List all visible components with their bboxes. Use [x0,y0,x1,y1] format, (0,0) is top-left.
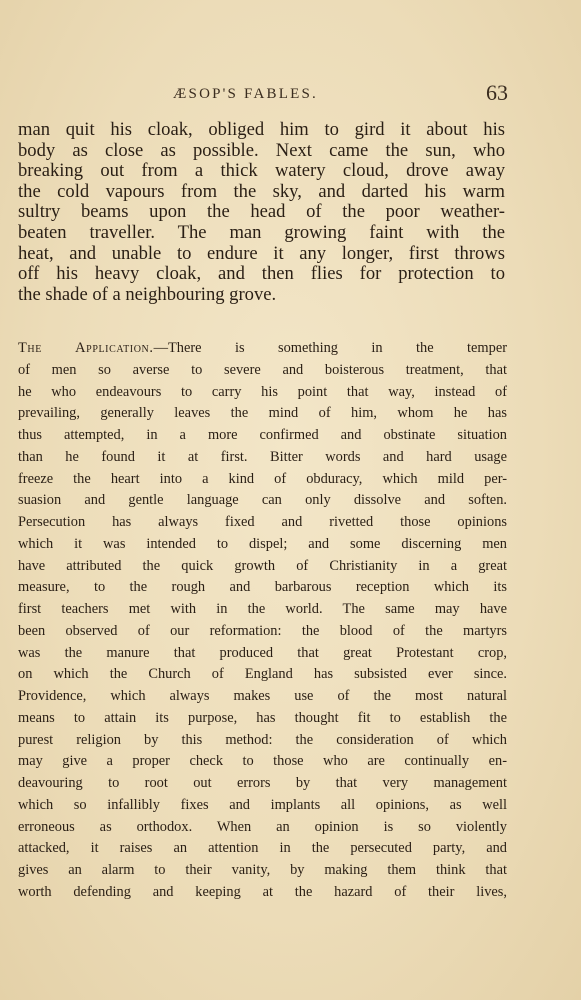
text-line: attacked, it raises an attention in the persecuted party, and [18,840,507,857]
text-line: was the manure that produced that great Protestant crop, [18,644,507,661]
text-line: the shade of a neighbouring grove. [18,284,277,305]
application-first-line [18,338,507,360]
text-line: measure, to the rough and barbarous reception which its [18,579,507,596]
application-paragraph [18,338,507,904]
text-line: off his heavy cloak, and then flies for protection to [18,264,505,285]
text-line: have attributed the quick growth of Christianity in a great [18,557,507,574]
text-line: suasion and gentle language can only dissolve and soften. [18,492,507,509]
page-header [18,80,508,110]
text-line: erroneous as orthodox. When an opinion is so violently [18,818,507,835]
text-line: worth defending and keeping at the hazard of their lives, [18,883,507,900]
text-line: prevailing, generally leaves the mind of him, whom he has [18,405,507,422]
text-line: man quit his cloak, obliged him to gird it about his [18,120,505,140]
text-line: first teachers met with in the world. The same may have [18,601,507,617]
text-line: Providence, which always makes use of the most natural [18,688,507,704]
text-line: freeze the heart into a kind of obduracy, which mild per- [18,470,507,487]
text-line: sultry beams upon the head of the poor weather- [18,202,505,223]
application-first-line-text: —There is something in the temper [153,340,507,356]
text-line: means to attain its purpose, has thought fit to establish the [18,709,507,726]
text-line: may give a proper check to those who are continually en- [18,753,507,770]
text-line: heat, and unable to endure it any longer, first throws [18,243,505,264]
text-line: which it was intended to dispel; and some discerning men [18,535,507,552]
text-line: been observed of our reformation: the blood of the martyrs [18,622,507,639]
text-line: of men so averse to severe and boisterous treatment, that [18,361,507,378]
text-line: gives an alarm to their vanity, by making them think that [18,862,507,878]
text-line: the cold vapours from the sky, and darted his warm [18,181,505,202]
application-heading: The Application. [18,340,154,356]
text-line: thus attempted, in a more confirmed and obstinate situation [18,427,507,443]
text-line: which so infallibly fixes and implants all opinions, as well [18,796,507,813]
page-number: 63 [486,80,508,105]
text-line: breaking out from a thick watery cloud, drove away [18,161,505,182]
running-head: ÆSOP'S FABLES. [173,86,318,102]
text-line: body as close as possible. Next came the sun, who [18,140,505,161]
text-line: on which the Church of England has subsisted ever since. [18,666,507,683]
text-line: he who endeavours to carry his point that way, instead of [18,383,507,400]
text-line: Persecution has always fixed and rivetted those opinions [18,514,507,530]
text-line: purest religion by this method: the consideration of which [18,731,507,748]
fable-text [18,120,505,305]
text-line: than he found it at first. Bitter words and hard usage [18,448,507,465]
text-line: beaten traveller. The man growing faint with the [18,222,505,243]
text-line: deavouring to root out errors by that very management [18,775,507,791]
